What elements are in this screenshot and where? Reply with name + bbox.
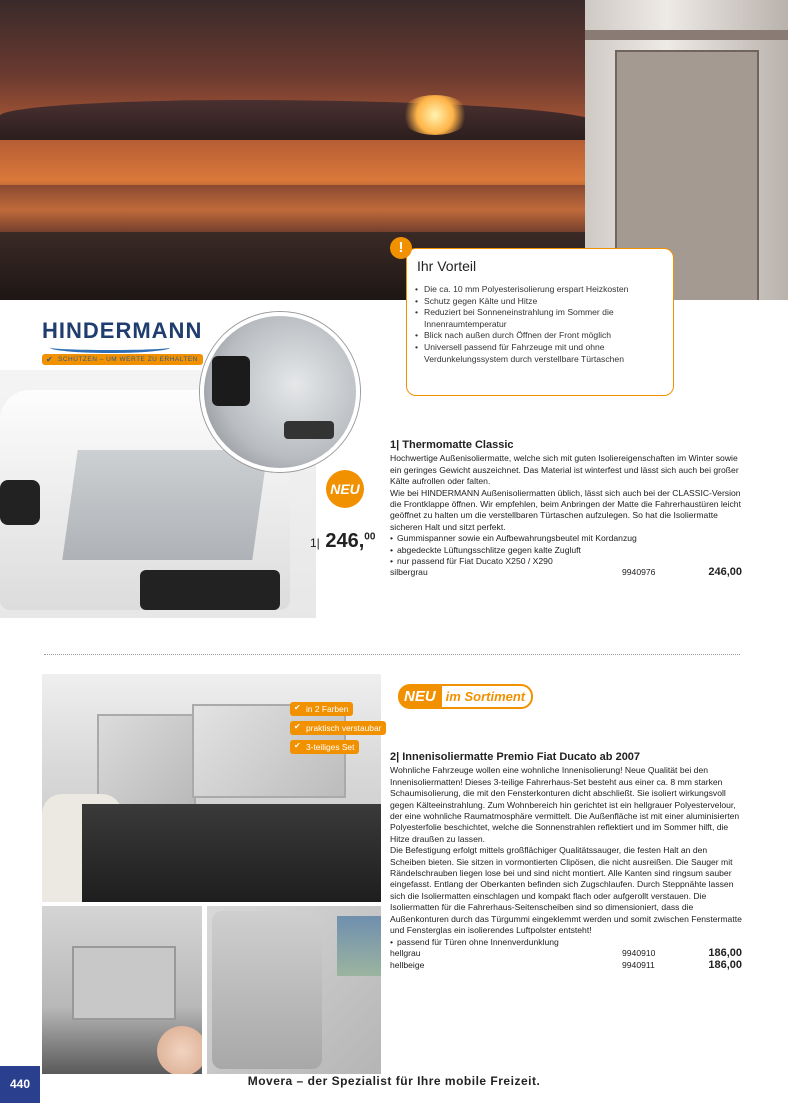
hindermann-logo (42, 318, 203, 370)
variant-row (390, 948, 742, 960)
product1-para2: Wie bei HINDERMANN Außenisoliermatten üblich, lässt sich auch bei der CLASSIC-Version die Frontklappe öffnen. Wir empfehlen, beim Anbringen der Matte die Fahrerhaustüren leicht geöffnet zu halten um die verstellbaren Türtaschen aufzulegen. So hat die Isoliermatte sicheren Halt und sitzt perfekt. (390, 487, 741, 532)
mat-detail-image (207, 906, 381, 1074)
advantage-item: • Reduziert bei Sonneneinstrahlung im Sommer die Innenraumtemperatur (415, 307, 667, 330)
variant-color: silbergrau (390, 567, 428, 578)
feature-tag: ✔ 3-teiliges Set (290, 740, 359, 754)
variant-row (390, 960, 742, 972)
variant-row (390, 567, 742, 579)
suction-cup-image (42, 906, 202, 1074)
product2-bullet: • passend für Türen ohne Innenverdunklung (390, 937, 742, 948)
article-number: 9940911 (622, 959, 655, 970)
product1-bullet: • abgedeckte Lüftungsschlitze gegen kalte Zugluft (390, 545, 742, 556)
feature-tags (290, 702, 386, 759)
advantage-box (406, 248, 674, 396)
advantage-item: • Universell passend für Fahrzeuge mit und ohne Verdunkelungssystem durch verstellbare Türtaschen (415, 342, 667, 365)
product1-title: 1| Thermomatte Classic (390, 439, 514, 451)
article-number: 9940976 (622, 567, 656, 578)
advantage-item: • Schutz gegen Kälte und Hitze (415, 296, 667, 308)
variant-color: hellbeige (390, 959, 425, 970)
variant-price: 186,00 (708, 958, 742, 971)
variant-color: hellgrau (390, 947, 421, 958)
advantage-list (415, 284, 667, 365)
advantage-title: Ihr Vorteil (417, 258, 477, 274)
product1-bullet: • nur passend für Fiat Ducato X250 / X290 (390, 556, 742, 567)
product1-para1: Hochwertige Außenisoliermatte, welche sich mit guten Isoliereigenschaften im Winter sowie ein geringes Gewicht auszeichnet. Das Material ist winterfest und lässt sich auch bei großer Kälte aufrollen oder falten. (390, 453, 739, 487)
neu-im-sortiment-badge: NEU im Sortiment (398, 684, 533, 712)
product2-title: 2| Innenisoliermatte Premio Fiat Ducato ab 2007 (390, 751, 641, 763)
page-number: 440 (0, 1066, 40, 1103)
variant-price: 246,00 (708, 566, 742, 579)
neu-badge: NEU (326, 470, 364, 508)
detail-circle-image (200, 312, 360, 472)
feature-tag: ✔ in 2 Farben (290, 702, 353, 716)
section-divider (44, 654, 740, 655)
footer-slogan: Movera – der Spezialist für Ihre mobile Freizeit. (247, 1074, 541, 1088)
advantage-item: • Die ca. 10 mm Polyesterisolierung erspart Heizkosten (415, 284, 667, 296)
exclamation-icon: ! (390, 237, 412, 259)
advantage-item: • Blick nach außen durch Öffnen der Front möglich (415, 330, 667, 342)
article-number: 9940910 (622, 947, 656, 958)
feature-tag: ✔ praktisch verstaubar (290, 721, 386, 735)
product1-bullet: • Gummispanner sowie ein Aufbewahrungsbeutel mit Kordanzug (390, 533, 742, 544)
product2-para2: Die Befestigung erfolgt mittels großflächiger Qualitätssauger, die festen Halt an den Scheiben bieten. Sie sitzen in vormontierten Clipösen, die nicht ausreißen. Die Sauger mit Rändelschrauben liegen lose bei und sind nicht montiert. Alle Kanten sind ringsum sauber eingefasst. Entlang der Oberkanten befinden sich Zugschlaufen. Durch Steppnähte lassen sich die Isoliermatten einschlagen und kompakt flach oder aufgerollt verstauen. Die Isoliermatten für die Fahrerhaus-Seitenscheiben sind so dimensioniert, dass die Außenkonturen durch das Türgummi eingeklemmt werden und somit zwischen Fenstermatte und Fensterglas ein isolierendes Luftpolster entsteht! (390, 845, 742, 936)
price-callout: 1| 246,00 (310, 530, 376, 552)
product2-para1: Wohnliche Fahrzeuge wollen eine wohnliche Innenisolierung! Neue Qualität bei den Innenisoliermatten! Dieses 3-teilige Fahrerhaus-Set besteht aus einer ca. 8 mm starken Schaumisolierung, die mit den Fensterkonturen dicht abschließt. Sie isoliert wirkungsvoll gegen Kälteeinstrahlung. Zum Wohnbereich hin gerichtet ist ein hellgrauer Polyestervelour, der eine wohnliche Raumatmosphäre vermittelt. Die Außenfläche ist mit einer aluminisierten Polyesterfolie beschichtet, welche die Sonnenstrahlen reflektiert und im Sommer hilft, die Hitze draußen zu lassen. (390, 765, 740, 844)
product1-description (390, 440, 742, 579)
brand-tagline: ✔ SCHÜTZEN – UM WERTE ZU ERHALTEN (42, 354, 203, 365)
variant-price: 186,00 (708, 946, 742, 959)
product2-description (390, 752, 742, 972)
brand-name: HINDERMANN (42, 318, 203, 343)
